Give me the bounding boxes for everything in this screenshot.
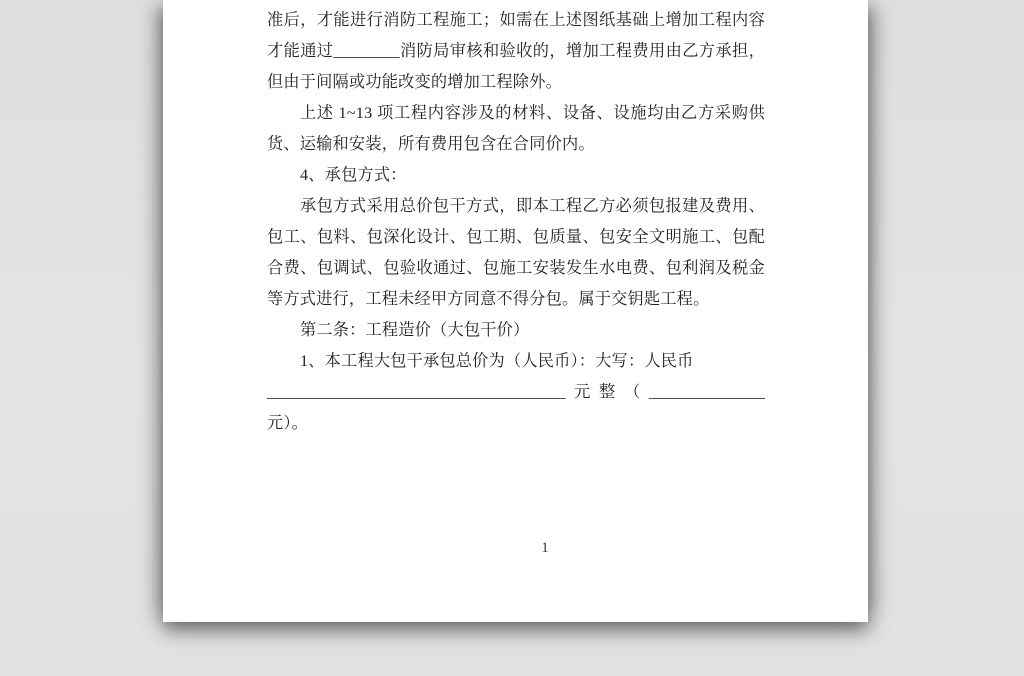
document-line: ____________________________________元整（______________ [267, 383, 765, 401]
document-line: 1、本工程大包干承包总价为（人民币）：大写：人民币 [300, 352, 694, 370]
document-line: 承包方式采用总价包干方式，即本工程乙方必须包报建及费用、 [300, 197, 765, 215]
document-line: 4、承包方式： [300, 166, 407, 184]
document-line: 合费、包调试、包验收通过、包施工安装发生水电费、包利润及税金 [267, 259, 765, 277]
document-line: 包工、包料、包深化设计、包工期、包质量、包安全文明施工、包配 [267, 228, 765, 246]
page-number: 1 [541, 540, 549, 556]
document-text-block [267, 5, 765, 439]
document-line: 准后，才能进行消防工程施工；如需在上述图纸基础上增加工程内容 [267, 11, 765, 29]
document-line: 上述 1~13 项工程内容涉及的材料、设备、设施均由乙方采购供 [300, 104, 765, 122]
document-line: 第二条：工程造价（大包干价） [300, 321, 530, 339]
document-line: 元）。 [267, 414, 309, 432]
document-line: 等方式进行，工程未经甲方同意不得分包。属于交钥匙工程。 [267, 290, 710, 308]
document-page [163, 0, 868, 622]
document-line: 才能通过________消防局审核和验收的，增加工程费用由乙方承担， [267, 42, 765, 60]
document-line: 货、运输和安装，所有费用包含在合同价内。 [267, 135, 595, 153]
document-line: 但由于间隔或功能改变的增加工程除外。 [267, 73, 562, 91]
